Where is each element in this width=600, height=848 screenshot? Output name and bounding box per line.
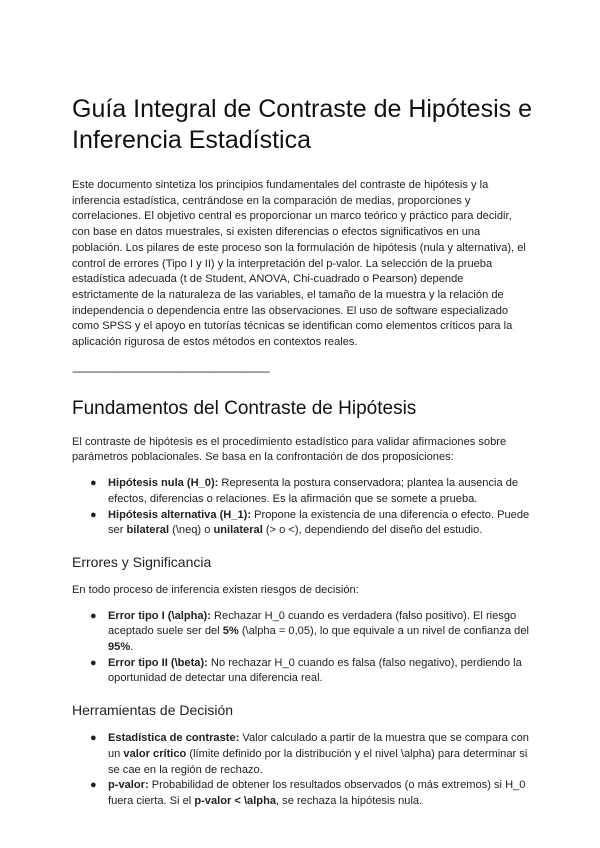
term-emphasis: 5% xyxy=(222,625,239,638)
section-heading-errores: Errores y Significancia xyxy=(72,553,212,570)
item-text: Valor calculado a partir de la muestra que se compara con un xyxy=(108,732,529,760)
term-label: Estadística de contraste: xyxy=(108,732,240,745)
divider-line: -------------------------------------------------------------------------------- xyxy=(72,365,270,378)
term-emphasis: unilateral xyxy=(213,524,263,537)
term-emphasis: bilateral xyxy=(126,524,170,537)
section-heading-fundamentos: Fundamentos del Contraste de Hipótesis xyxy=(72,397,417,419)
list-item xyxy=(90,609,532,656)
term-emphasis: valor crítico xyxy=(123,747,187,760)
bullet-icon: ● xyxy=(90,732,97,745)
section-lead-errores: En todo proceso de inferencia existen riesgos de decisión: xyxy=(72,583,359,596)
item-text: Propone la existencia de una diferencia o efecto. Puede ser xyxy=(108,508,530,537)
list-item xyxy=(90,778,532,809)
list-item xyxy=(90,656,532,687)
bullet-icon: ● xyxy=(90,609,97,622)
item-text: (> o <), dependiendo del diseño del estudio. xyxy=(262,524,483,537)
list-item xyxy=(90,731,532,778)
list-item xyxy=(90,508,532,539)
document-page xyxy=(72,94,532,824)
section-heading-herramientas: Herramientas de Decisión xyxy=(72,702,234,719)
term-label: Hipótesis nula (H_0): xyxy=(108,477,219,490)
document-title: Guía Integral de Contraste de Hipótesis e Inferencia Estadística xyxy=(72,95,532,154)
bullet-list-hipotesis xyxy=(72,476,532,539)
list-item xyxy=(90,476,532,507)
item-text: . xyxy=(130,641,134,654)
item-text: Rechazar H_0 cuando es verdadera (falso positivo). El riesgo aceptado suele ser del xyxy=(108,609,517,638)
bullet-icon: ● xyxy=(90,779,97,792)
item-text: (\neq) o xyxy=(169,524,214,537)
item-text: No rechazar H_0 cuando es falsa (falso negativo), perdiendo la oportunidad de detectar una diferencia real. xyxy=(108,656,522,685)
term-emphasis: 95% xyxy=(108,641,131,654)
item-text: Probabilidad de obtener los resultados observados (o más extremos) si H_0 fuera cierta. Si el xyxy=(108,779,526,807)
bullet-icon: ● xyxy=(90,656,97,669)
term-emphasis: p-valor < \alpha xyxy=(194,794,277,807)
term-label: Error tipo II (\beta): xyxy=(108,656,208,669)
bullet-list-errores xyxy=(72,609,532,688)
intro-paragraph: Este documento sintetiza los principios fundamentales del contraste de hipótesis y la inferencia estadística, centrándose en la comparación de medias, proporciones y correlaciones. El objetivo central es proporcionar un marco teórico y práctico para decidir, con base en datos muestrales, si existen diferencias o efectos significativos en una población. Los pilares de este proceso son la formulación de hipótesis (nula y alternativa), el control de errores (Tipo I y II) y la interpretación del p-valor. La selección de la prueba estadística adecuada (t de Student, ANOVA, Chi-cuadrado o Pearson) depende estrictamente de la naturaleza de las variables, el tamaño de la muestra y la relación de independencia o dependencia entre las observaciones. El uso de software especializado como SPSS y el apoyo en tutorías técnicas se identifican como elementos críticos para la aplicación rigurosa de estos métodos en contextos reales. xyxy=(72,179,526,349)
bullet-icon: ● xyxy=(90,508,97,521)
bullet-list-herramientas xyxy=(72,731,532,810)
term-label: Hipótesis alternativa (H_1): xyxy=(108,508,252,521)
term-label: Error tipo I (\alpha): xyxy=(108,609,211,622)
bullet-icon: ● xyxy=(90,477,97,490)
item-text: (\alpha = 0,05), lo que equivale a un nivel de confianza del xyxy=(238,625,529,638)
item-text: (límite definido por la distribución y el nivel \alpha) para determinar si se cae en la región de rechazo. xyxy=(108,747,528,776)
section-lead-fundamentos: El contraste de hipótesis es el procedimiento estadístico para validar afirmaciones sobre parámetros poblacionales. Se basa en la confrontación de dos proposiciones: xyxy=(72,435,507,464)
item-text: , se rechaza la hipótesis nula. xyxy=(276,794,423,807)
term-label: p-valor: xyxy=(108,779,149,792)
item-text: Representa la postura conservadora; plantea la ausencia de efectos, diferencias o relaciones. Es la afirmación que se somete a prueba. xyxy=(108,477,519,505)
